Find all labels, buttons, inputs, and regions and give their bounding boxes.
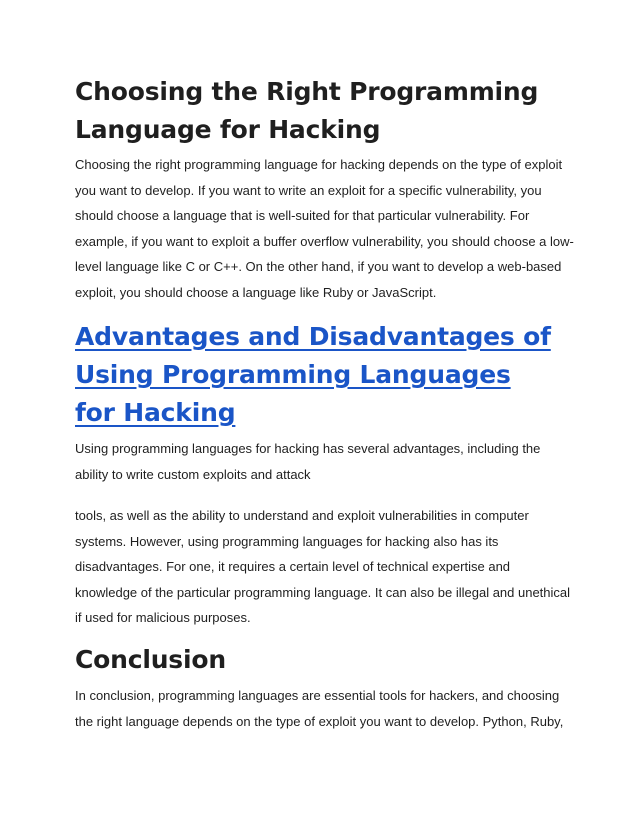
section-paragraph-conclusion: In conclusion, programming languages are essential tools for hackers, and choosing the right language depends on the type of exploit you want to develop. Python, Ruby, [75, 688, 564, 729]
section-heading-conclusion: Conclusion [75, 645, 226, 674]
advantages-heading-link[interactable]: Advantages and Disadvantages of Using Programming Languages for Hacking [75, 322, 551, 427]
section-paragraph-advantages-part-2: tools, as well as the ability to understand and exploit vulnerabilities in computer systems. However, using programming languages for hacking also has its disadvantages. For one, it requires a certain level of technical expertise and knowledge of the particular programming language. It can also be illegal and unethical if used for malicious purposes. [75, 508, 571, 626]
section-paragraph-choosing-language: Choosing the right programming language for hacking depends on the type of exploit you want to develop. If you want to write an exploit for a specific vulnerability, you should choose a language that is well-suited for that particular vulnerability. For example, if you want to exploit a buffer overflow vulnerability, you should choose a low-level language like C or C++. On the other hand, if you want to develop a web-based exploit, you should choose a language like Ruby or JavaScript. [75, 157, 574, 300]
section-heading-advantages [75, 318, 555, 432]
section-paragraph-advantages-part-1: Using programming languages for hacking has several advantages, including the ability to write custom exploits and attack [75, 441, 541, 482]
section-heading-choosing-language: Choosing the Right Programming Language for Hacking [75, 77, 539, 144]
